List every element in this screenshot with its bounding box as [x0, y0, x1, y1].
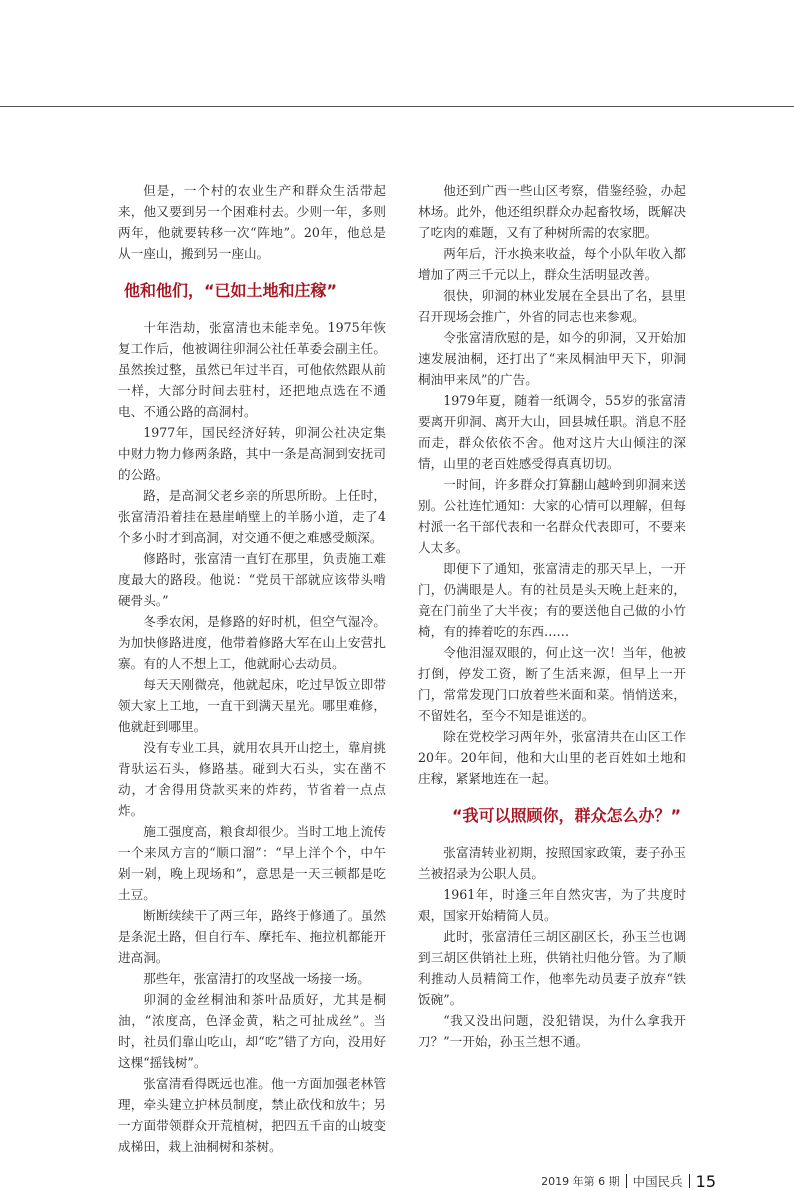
paragraphs — [118, 180, 386, 264]
paragraph: 1977年，国民经济好转，卯洞公社决定集中财力物力修两条路，其中一条是高洞到安抚司的公路。 — [118, 425, 386, 482]
paragraph: 每天天刚微亮，他就起床，吃过早饭立即带领大家上工地，一直干到满天星光。哪里难修，他就赶到哪里。 — [118, 677, 386, 734]
paragraph: 1979年夏，随着一纸调令，55岁的张富清要离开卯洞、离开大山，回县城任职。消息不胫而走，群众依依不舍。他对这片大山倾注的深情，山里的老百姓感受得真真切切。 — [418, 393, 686, 471]
paragraph: 断断续续干了两三年，路终于修通了。虽然是条泥土路，但自行车、摩托车、拖拉机都能开进高洞。 — [118, 908, 386, 965]
paragraph: 施工强度高，粮食却很少。当时工地上流传一个来凤方言的“顺口溜”：“早上洋个个，中午剁一剁，晚上现场和”，意思是一天三顿都是吃土豆。 — [118, 824, 386, 902]
paragraph: 两年后，汗水换来收益，每个小队年收入都增加了两三千元以上，群众生活明显改善。 — [418, 246, 686, 282]
paragraph: 令张富清欣慰的是，如今的卯洞，又开始加速发展油桐，还打出了“来凤桐油甲天下，卯洞桐油甲来凤”的广告。 — [418, 330, 686, 387]
paragraph: 冬季农闲，是修路的好时机，但空气湿冷。为加快修路进度，他带着修路大军在山上安营扎寨。有的人不想上工，他就耐心去动员。 — [118, 614, 386, 671]
magazine-name: 中国民兵 — [632, 1174, 683, 1189]
paragraph: “我又没出问题，没犯错误，为什么拿我开刀？”一开始，孙玉兰想不通。 — [418, 1013, 686, 1049]
paragraph: 此时，张富清任三胡区副区长，孙玉兰也调到三胡区供销社上班，供销社归他分管。为了顺利推动人员精简工作，他率先动员妻子放弃“铁饭碗”。 — [418, 929, 686, 1007]
paragraph: 张富清转业初期，按照国家政策，妻子孙玉兰被招录为公职人员。 — [418, 845, 686, 881]
paragraph: 那些年，张富清打的攻坚战一场接一场。 — [143, 971, 370, 986]
paragraph: 1961年，时逢三年自然灾害，为了共度时艰，国家开始精简人员。 — [418, 887, 686, 923]
columns — [0, 180, 794, 1157]
paragraph: 十年浩劫，张富清也未能幸免。1975年恢复工作后，他被调往卯洞公社任革委会副主任。虽然挨过整，虽然已年过半百，可他依然跟从前一样，大部分时间去驻村，还把地点选在不通电、不通公路的高洞村。 — [118, 320, 386, 419]
left-column — [118, 180, 386, 1157]
paragraphs — [118, 317, 386, 1157]
paragraph: 令他泪湿双眼的，何止这一次！当年，他被打倒，停发工资，断了生活来源，但早上一开门，常常发现门口放着些米面和菜。悄悄送来，不留姓名，至今不知是谁送的。 — [418, 645, 686, 723]
paragraph: 卯洞的金丝桐油和茶叶品质好，尤其是桐油，“浓度高，色泽金黄，粘之可扯成丝”。当时，社员们靠山吃山，却“吃”错了方向，没用好这棵“摇钱树”。 — [118, 992, 386, 1070]
paragraph: 路，是高洞父老乡亲的所思所盼。上任时，张富清沿着挂在悬崖峭壁上的羊肠小道，走了4个多小时才到高洞，对交通不便之难感受颇深。 — [118, 488, 386, 545]
page-content — [0, 180, 794, 1191]
paragraph: 没有专业工具，就用农具开山挖土，靠肩挑背驮运石头，修路基。碰到大石头，实在凿不动，才舍得用贷款买来的炸药，节省着一点点炸。 — [118, 740, 386, 818]
divider — [626, 1174, 627, 1188]
paragraph: 除在党校学习两年外，张富清共在山区工作20年。20年间，他和大山里的老百姓如土地和庄稼，紧紧地连在一起。 — [418, 729, 686, 786]
paragraph: 一时间，许多群众打算翻山越岭到卯洞来送别。公社连忙通知：大家的心情可以理解，但每村派一名干部代表和一名群众代表即可，不要来人太多。 — [418, 477, 686, 555]
paragraph: 他还到广西一些山区考察，借鉴经验，办起林场。此外，他还组织群众办起畜牧场，既解决了吃肉的难题，又有了种树所需的农家肥。 — [418, 183, 686, 240]
paragraphs — [418, 842, 686, 1052]
section-heading: “我可以照顾你，群众怎么办？” — [452, 806, 682, 825]
paragraph: 但是，一个村的农业生产和群众生活带起来，他又要到另一个困难村去。少则一年，多则两年，他就要转移一次“阵地”。20年，他总是从一座山，搬到另一座山。 — [118, 183, 386, 261]
paragraphs — [418, 180, 686, 789]
page-footer — [541, 1157, 716, 1191]
paragraph: 张富清看得既远也准。他一方面加强老林管理，牵头建立护林员制度，禁止砍伐和放牛；另一方面带领群众开荒植树，把四五千亩的山坡变成梯田，栽上油桐树和茶树。 — [118, 1076, 386, 1154]
section-heading: 他和他们，“已如土地和庄稼” — [124, 281, 338, 300]
paragraph: 很快，卯洞的林业发展在全县出了名，县里召开现场会推广，外省的同志也来参观。 — [418, 288, 686, 324]
header-rule — [0, 106, 794, 107]
page-number: 15 — [695, 1171, 716, 1191]
paragraph: 修路时，张富清一直钉在那里，负责施工难度最大的路段。他说：“党员干部就应该带头啃硬骨头。” — [118, 551, 386, 608]
paragraph: 即便下了通知，张富清走的那天早上，一开门，仍满眼是人。有的社员是头天晚上赶来的，竟在门前坐了大半夜；有的要送他自己做的小竹椅，有的捧着吃的东西…… — [418, 561, 686, 639]
issue-label: 2019 年第 6 期 — [541, 1175, 620, 1188]
right-column — [418, 180, 686, 1052]
divider — [689, 1174, 690, 1188]
